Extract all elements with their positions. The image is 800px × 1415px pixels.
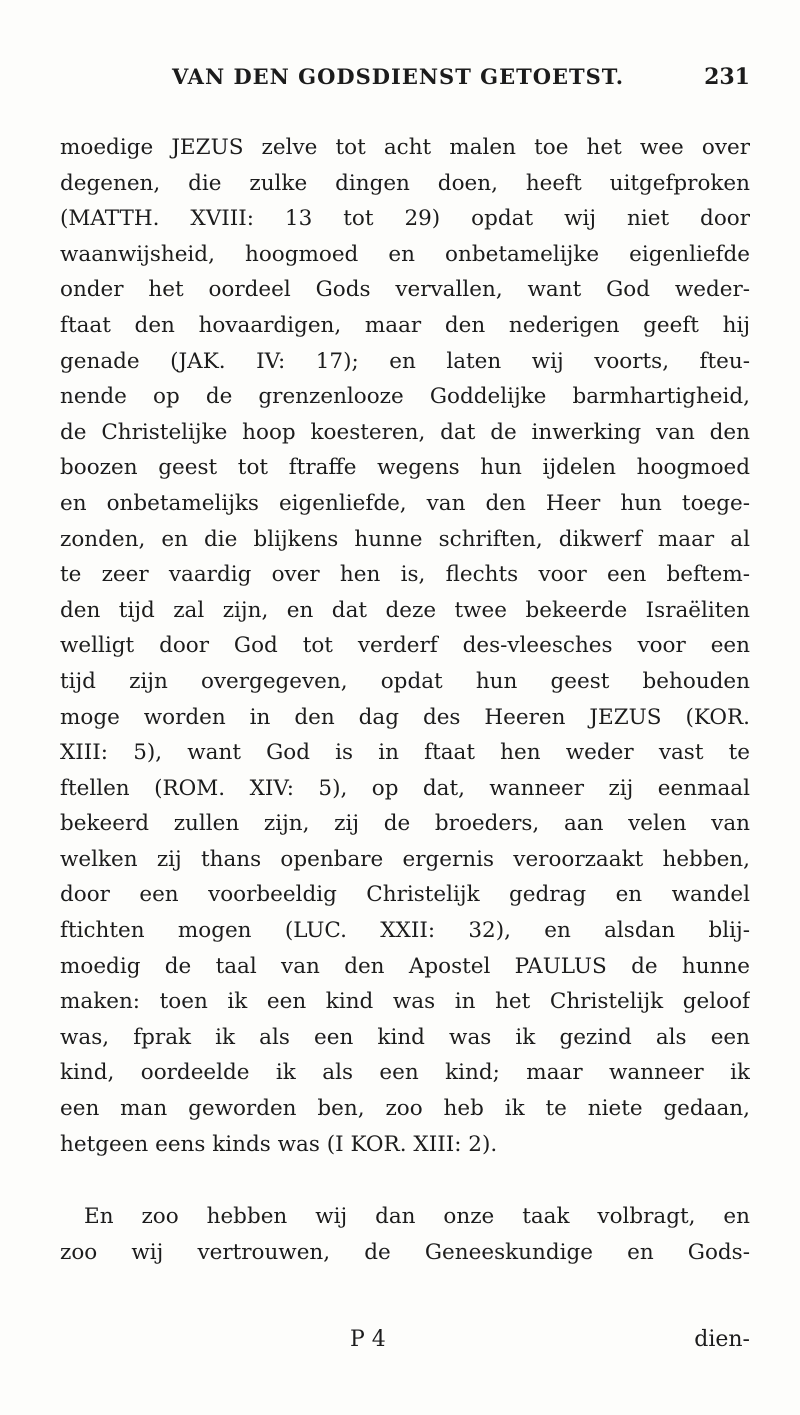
text-line: tijd zijn overgegeven, opdat hun geest behouden: [60, 668, 750, 694]
paragraph: [60, 1199, 750, 1270]
text-line: ftaat den hovaardigen, maar den nederigen geeft hij: [60, 312, 750, 338]
text-line: moge worden in den dag des Heeren JEZUS (KOR.: [60, 704, 750, 730]
text-line: een man geworden ben, zoo heb ik te niete gedaan,: [60, 1096, 750, 1122]
text-line: bekeerd zullen zijn, zij de broeders, aan velen van: [60, 811, 750, 837]
text-line: was, fprak ik als een kind was ik gezind als een: [60, 1024, 750, 1050]
running-title: VAN DEN GODSDIENST GETOETST.: [172, 64, 625, 89]
text-line: waanwijsheid, hoogmoed en onbetamelijke eigenliefde: [60, 241, 750, 267]
text-line: moedig de taal van den Apostel PAULUS de hunne: [60, 953, 750, 979]
text-line: XIII: 5), want God is in ftaat hen weder vast te: [60, 740, 750, 766]
text-line: nende op de grenzenlooze Goddelijke barmhartigheid,: [60, 384, 750, 410]
page-header: [60, 64, 750, 94]
signature-mark: P 4: [350, 1327, 386, 1352]
text-line: zonden, en die blijkens hunne schriften, dikwerf maar al: [60, 526, 750, 552]
text-line: moedige JEZUS zelve tot acht malen toe het wee over: [60, 135, 750, 160]
page-footer: [60, 1327, 750, 1363]
text-line: welligt door God tot verderf des-vleesches voor een: [60, 633, 750, 659]
text-line: den tijd zal zijn, en dat deze twee bekeerde Israëliten: [60, 597, 750, 623]
text-line: (MATTH. XVIII: 13 tot 29) opdat wij niet door: [60, 206, 750, 232]
text-line: de Christelijke hoop koesteren, dat de inwerking van den: [60, 419, 750, 445]
text-line: onder het oordeel Gods vervallen, want God weder-: [60, 277, 750, 303]
catchword: dien-: [694, 1327, 750, 1352]
body-text: [60, 130, 750, 1270]
text-line: door een voorbeeldig Christelijk gedrag en wandel: [60, 882, 750, 908]
text-line: kind, oordeelde ik als een kind; maar wanneer ik: [60, 1060, 750, 1086]
text-line: te zeer vaardig over hen is, flechts voor een beftem-: [60, 562, 750, 588]
text-line: ftellen (ROM. XIV: 5), op dat, wanneer zij eenmaal: [60, 775, 750, 801]
paragraph: [60, 130, 750, 1162]
text-line: hetgeen eens kinds was (I KOR. XIII: 2).: [60, 1131, 498, 1157]
paragraph-gap: [60, 1162, 750, 1199]
text-line: maken: toen ik een kind was in het Christelijk geloof: [60, 989, 750, 1015]
page-number: 231: [704, 64, 750, 90]
text-line: En zoo hebben wij dan onze taak volbragt, en: [84, 1204, 750, 1230]
text-line: genade (JAK. IV: 17); en laten wij voorts, fteu-: [60, 348, 750, 374]
text-line: ftichten mogen (LUC. XXII: 32), en alsdan blij-: [60, 918, 750, 944]
text-line: en onbetamelijks eigenliefde, van den Heer hun toege-: [60, 490, 750, 516]
text-line: degenen, die zulke dingen doen, heeft uitgefproken: [60, 170, 750, 196]
text-line: zoo wij vertrouwen, de Geneeskundige en Gods-: [60, 1239, 750, 1265]
text-line: welken zij thans openbare ergernis veroorzaakt hebben,: [60, 846, 750, 872]
text-line: boozen geest tot ftraffe wegens hun ijdelen hoogmoed: [60, 455, 750, 481]
